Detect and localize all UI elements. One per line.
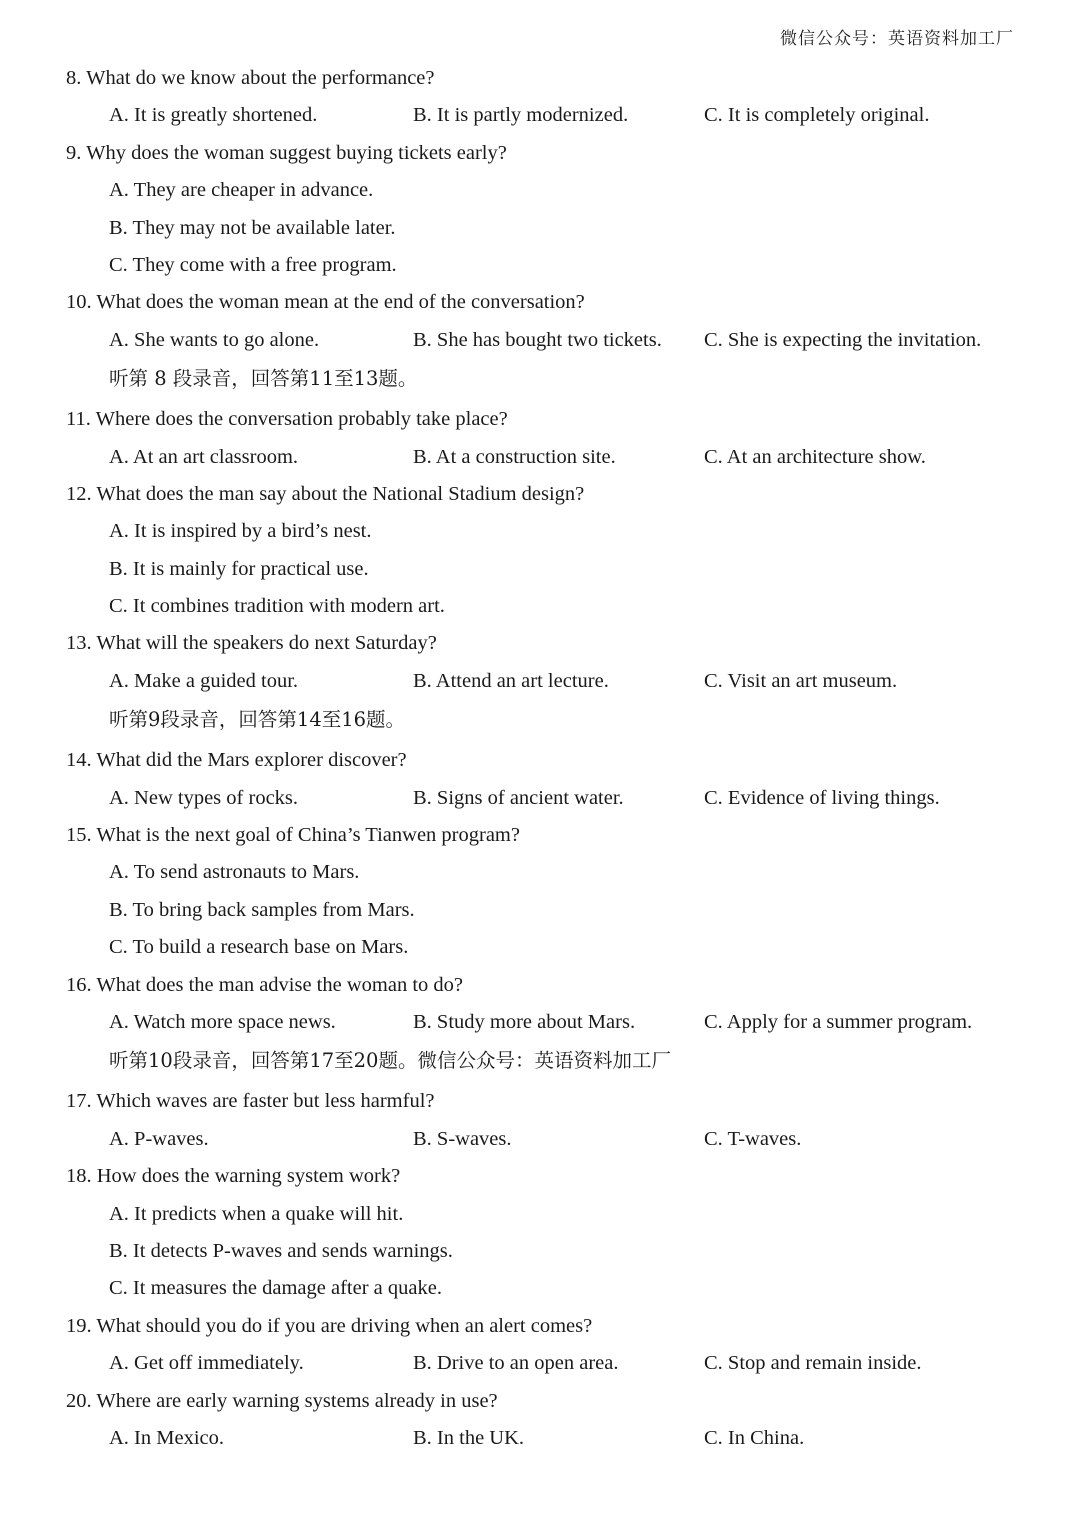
- option-text: C. It measures the damage after a quake.: [109, 1277, 442, 1300]
- option-b: B. Drive to an open area.: [413, 1352, 619, 1375]
- option-a: A. Watch more space news.: [109, 1010, 336, 1033]
- question-text: 19. What should you do if you are driving when an alert comes?: [66, 1314, 593, 1337]
- option-a: A. P-waves.: [109, 1127, 209, 1150]
- option-c: C. T-waves.: [704, 1127, 802, 1150]
- option-c: C. It is completely original.: [704, 104, 930, 127]
- option-a: A. Get off immediately.: [109, 1352, 304, 1375]
- option-a: A. It is greatly shortened.: [109, 104, 318, 127]
- option-a: A. Make a guided tour.: [109, 669, 299, 692]
- option-row: [66, 439, 1026, 476]
- option-text: C. It combines tradition with modern art.: [109, 595, 445, 618]
- question-text: 13. What will the speakers do next Saturday?: [66, 632, 437, 655]
- question-text: 8. What do we know about the performance?: [66, 67, 435, 89]
- option-text: B. It detects P-waves and sends warnings.: [109, 1239, 453, 1262]
- option-a: A. She wants to go alone.: [109, 328, 320, 351]
- option-text: B. They may not be available later.: [109, 216, 396, 239]
- question-text: 17. Which waves are faster but less harmful?: [66, 1090, 435, 1113]
- option-c: C. Visit an art museum.: [704, 669, 898, 692]
- question-text: 18. How does the warning system work?: [66, 1165, 401, 1188]
- option-b: B. In the UK.: [413, 1426, 525, 1449]
- option-c: C. She is expecting the invitation.: [704, 328, 982, 351]
- page-header-watermark: 微信公众号：英语资料加工厂: [780, 29, 1014, 49]
- question-text: 20. Where are early warning systems already in use?: [66, 1389, 498, 1412]
- option-c: C. In China.: [704, 1426, 805, 1449]
- question-text: 12. What does the man say about the National Stadium design?: [66, 482, 585, 505]
- option-a: A. In Mexico.: [109, 1426, 225, 1449]
- option-b: B. S-waves.: [413, 1127, 512, 1150]
- option-b: B. Attend an art lecture.: [413, 669, 609, 692]
- option-b: B. At a construction site.: [413, 445, 616, 468]
- option-c: C. Stop and remain inside.: [704, 1352, 922, 1375]
- option-row: [66, 322, 1026, 359]
- option-row: [66, 1004, 1026, 1041]
- option-b: B. Signs of ancient water.: [413, 786, 624, 809]
- question-text: 11. Where does the conversation probably take place?: [66, 408, 508, 431]
- option-row: [66, 1345, 1026, 1382]
- question-text: 14. What did the Mars explorer discover?: [66, 749, 407, 772]
- question-text: 10. What does the woman mean at the end of the conversation?: [66, 291, 585, 314]
- option-text: B. It is mainly for practical use.: [109, 557, 369, 580]
- option-b: B. It is partly modernized.: [413, 104, 629, 127]
- option-a: A. At an art classroom.: [109, 445, 299, 468]
- option-c: C. Apply for a summer program.: [704, 1010, 973, 1033]
- option-b: B. Study more about Mars.: [413, 1010, 636, 1033]
- option-text: C. To build a research base on Mars.: [109, 936, 409, 959]
- option-text: A. It is inspired by a bird’s nest.: [109, 520, 372, 543]
- option-row: [66, 1121, 1026, 1158]
- option-text: A. They are cheaper in advance.: [109, 179, 374, 202]
- option-row: [66, 780, 1026, 817]
- option-text: B. To bring back samples from Mars.: [109, 898, 415, 921]
- question-text: 9. Why does the woman suggest buying tickets early?: [66, 141, 507, 164]
- option-text: C. They come with a free program.: [109, 253, 397, 276]
- option-a: A. New types of rocks.: [109, 786, 299, 809]
- section-instruction: 听第 8 段录音，回答第11至13题。: [109, 367, 418, 391]
- option-row: [66, 663, 1026, 700]
- option-text: A. It predicts when a quake will hit.: [109, 1202, 404, 1225]
- option-b: B. She has bought two tickets.: [413, 328, 662, 351]
- question-text: 16. What does the man advise the woman to do?: [66, 973, 463, 996]
- option-row: [66, 1420, 1026, 1457]
- option-row: [66, 97, 1026, 134]
- question-text: 15. What is the next goal of China’s Tianwen program?: [66, 824, 520, 847]
- section-instruction: 听第10段录音，回答第17至20题。微信公众号：英语资料加工厂: [109, 1049, 671, 1073]
- option-c: C. At an architecture show.: [704, 445, 926, 468]
- section-instruction: 听第9段录音，回答第14至16题。: [109, 708, 406, 732]
- option-c: C. Evidence of living things.: [704, 786, 940, 809]
- option-text: A. To send astronauts to Mars.: [109, 861, 360, 884]
- question-list: [66, 60, 1026, 1457]
